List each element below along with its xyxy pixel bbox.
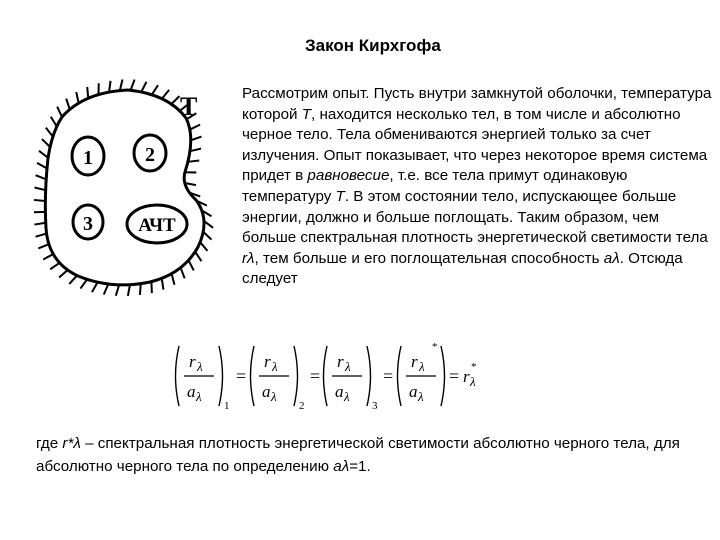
footer-text-3: =1.	[349, 458, 371, 475]
paragraph-word-equilibrium: равновесие	[307, 167, 390, 185]
formula-lambda-r-2: λ	[272, 359, 278, 374]
paragraph-text-6: . Отсюда следует	[242, 249, 683, 288]
body-blackbody-label: АЧТ	[138, 215, 176, 236]
formula-equals-4: =	[449, 366, 460, 386]
hatch-mark	[200, 242, 207, 251]
formula-a-4: a	[409, 382, 418, 401]
page-title: Закон Кирхгофа	[305, 36, 441, 55]
hatch-mark	[116, 285, 119, 296]
footer-text-2: – спектральная плотность энергетической светимости абсолютно черного тела, для абсолютно черного тела по определению	[36, 435, 680, 475]
hatch-mark	[191, 137, 202, 141]
formula-lambda-a-3: λ	[344, 389, 350, 404]
formula-sub-4: *	[432, 341, 438, 353]
hatch-mark	[87, 87, 88, 98]
hatch-mark	[43, 254, 53, 259]
hatch-mark	[66, 99, 70, 110]
hatch-mark	[80, 279, 87, 288]
footer-symbol-r-star-lambda: r*λ	[62, 435, 81, 452]
formula-r-2: r	[264, 352, 271, 371]
hatch-mark	[36, 234, 47, 237]
paragraph-text-4: . В этом состоянии тело, испускающее больше энергии, должно и больше поглощать. Таким образом, чем больше спектральная плотность энергетической светимости тела	[242, 187, 708, 247]
hatch-mark	[37, 163, 47, 169]
hatch-mark	[36, 175, 47, 179]
hatch-mark	[35, 188, 46, 191]
hatch-mark	[162, 90, 169, 99]
kirchhoff-formula	[170, 340, 490, 416]
body-1-label: 1	[83, 147, 93, 169]
hatch-mark	[131, 80, 135, 91]
formula-equals-3: =	[383, 366, 394, 386]
formula-term-2	[251, 346, 305, 412]
paragraph-symbol-a-lambda: aλ	[603, 249, 620, 267]
footer-paragraph	[36, 432, 696, 478]
formula-equals-1: =	[236, 366, 247, 386]
hatch-mark	[140, 284, 141, 295]
formula-lambda-a-1: λ	[196, 389, 202, 404]
formula-lambda-a-2: λ	[271, 389, 277, 404]
hatch-mark	[188, 260, 193, 270]
formula-term-3	[324, 346, 379, 412]
hatch-mark	[171, 96, 179, 104]
formula-lambda-r-4: λ	[419, 359, 425, 374]
hatch-mark	[34, 200, 45, 201]
formula-term-blackbody	[398, 341, 445, 406]
formula-rhs-star: *	[471, 361, 477, 373]
hatch-mark	[172, 274, 175, 285]
body-3-label: 3	[83, 213, 93, 235]
formula-lambda-r-1: λ	[197, 359, 203, 374]
formula-a-2: a	[262, 382, 271, 401]
formula-r-4: r	[411, 352, 418, 371]
hatch-mark	[104, 284, 109, 294]
formula-sub-1: 1	[224, 400, 230, 412]
formula-r-1: r	[189, 352, 196, 371]
formula-a-1: a	[187, 382, 196, 401]
formula-r-3: r	[337, 352, 344, 371]
formula-sub-2: 2	[299, 400, 305, 412]
hatch-mark	[38, 244, 49, 248]
hatch-mark	[181, 268, 185, 279]
hatch-mark	[141, 82, 146, 92]
paragraph-text-1: Рассмотрим опыт. Пусть внутри замкнутой оболочки, температура которой	[242, 85, 712, 123]
hatch-mark	[57, 107, 62, 117]
formula-rhs-r: r	[463, 367, 470, 386]
temperature-label: T	[180, 92, 198, 121]
formula-sub-3: 3	[372, 400, 378, 412]
hatch-mark	[59, 270, 68, 278]
hatch-mark	[39, 151, 48, 158]
formula-lambda-a-4: λ	[418, 389, 424, 404]
paragraph-text-3: , т.е. все тела примут одинаковую температуру	[242, 167, 628, 205]
formula-rhs-lambda: λ	[470, 374, 476, 389]
hatch-mark	[152, 85, 158, 95]
hatch-mark	[50, 263, 59, 270]
paragraph-symbol-r-lambda: rλ	[242, 249, 255, 267]
paragraph-symbol-T-2: T	[335, 187, 345, 205]
body-2-label: 2	[145, 144, 155, 166]
hatch-mark	[34, 223, 45, 225]
formula-a-3: a	[335, 382, 344, 401]
formula-equals-2: =	[310, 366, 321, 386]
footer-text-1: где	[36, 435, 63, 452]
hatch-mark	[128, 285, 130, 296]
hatch-mark	[195, 252, 201, 261]
paragraph-text-2: , находится несколько тел, в том числе и абсолютно черное тело. Тела обмениваются энергией только за счет излучения. Опыт показывает, что через некоторое время система придет в	[242, 105, 708, 185]
formula-lambda-r-3: λ	[345, 359, 351, 374]
hatch-mark	[92, 282, 98, 292]
paragraph-text-5: , тем больше и его поглощательная способность	[254, 249, 604, 267]
hatch-mark	[162, 278, 164, 289]
formula-term-1	[176, 346, 230, 412]
footer-symbol-a-lambda: aλ	[333, 458, 350, 475]
hatch-mark	[190, 125, 200, 130]
hatch-mark	[69, 276, 77, 284]
paragraph-symbol-T: T	[301, 105, 312, 123]
main-paragraph	[242, 84, 712, 290]
hatch-mark	[76, 92, 78, 103]
